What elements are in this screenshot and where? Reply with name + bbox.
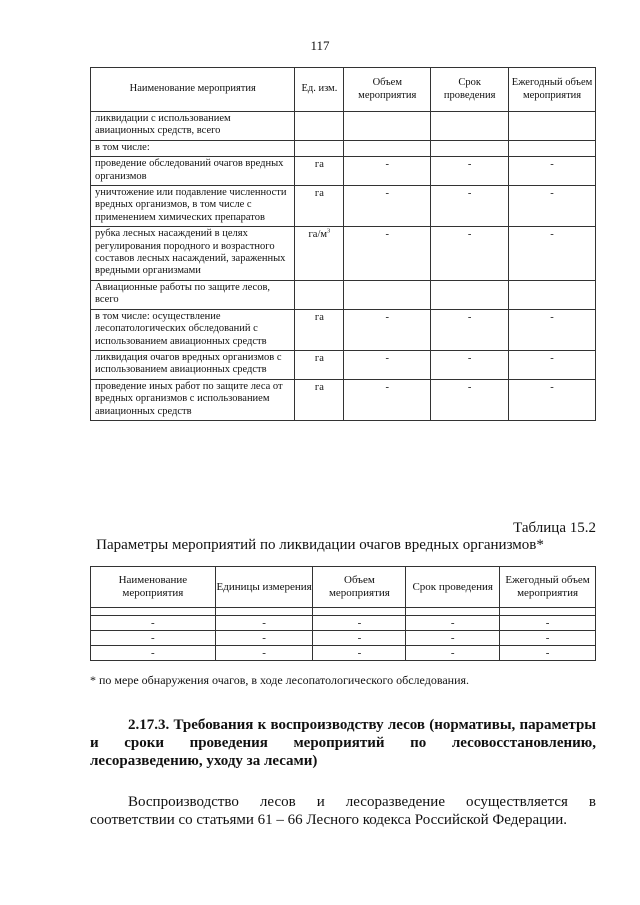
- row-name: ликвидация очагов вредных организмов с использованием авиационных средств: [91, 350, 295, 379]
- spacer-cell: [91, 608, 216, 616]
- row-term: -: [431, 227, 509, 281]
- row-name: проведение иных работ по защите леса от вредных организмов с использованием авиационных средств: [91, 379, 295, 420]
- table-row: [91, 350, 596, 379]
- measures-table-continued: [90, 67, 596, 421]
- header-term: Срок проведения: [431, 68, 509, 112]
- table-footnote: * по мере обнаружения очагов, в ходе лесопатологического обследования.: [90, 673, 470, 687]
- header-volume: Объем мероприятия: [313, 567, 406, 608]
- header-name: Наименование мероприятия: [91, 68, 295, 112]
- row-volume: -: [344, 227, 431, 281]
- row-volume: -: [344, 186, 431, 227]
- section-number: 2.17.3.: [128, 717, 170, 733]
- row-unit: га: [295, 157, 344, 186]
- header-name: Наименование мероприятия: [91, 567, 216, 608]
- table-row: [91, 379, 596, 420]
- row-volume: [344, 112, 431, 141]
- row-name: проведение обследований очагов вредных организмов: [91, 157, 295, 186]
- table-spacer-row: [91, 608, 596, 616]
- spacer-cell: [215, 608, 313, 616]
- cell: -: [313, 631, 406, 646]
- row-term: -: [431, 309, 509, 350]
- row-name: рубка лесных насаждений в целях регулирования породного и возрастного составов лесных насаждений, зараженных вредными организмами: [91, 227, 295, 281]
- row-term: [431, 280, 509, 309]
- spacer-cell: [500, 608, 596, 616]
- pest-elimination-table: [90, 566, 596, 661]
- table-row: [91, 227, 596, 281]
- cell: -: [215, 646, 313, 661]
- cell: -: [500, 616, 596, 631]
- header-volume: Объем мероприятия: [344, 68, 431, 112]
- cell: -: [215, 631, 313, 646]
- paragraph-text: Воспроизводство лесов и лесоразведение осуществляется в соответствии со статьями 61 – 66 Лесного кодекса Российской Федерации.: [90, 794, 596, 828]
- table-row: [91, 309, 596, 350]
- cell: -: [313, 616, 406, 631]
- row-term: -: [431, 157, 509, 186]
- row-unit: га: [295, 309, 344, 350]
- row-annual: -: [509, 379, 596, 420]
- row-unit: га: [295, 379, 344, 420]
- header-unit: Единицы измерения: [215, 567, 313, 608]
- table-header-row: [91, 68, 596, 112]
- row-annual: -: [509, 157, 596, 186]
- table-row: [91, 157, 596, 186]
- spacer-cell: [406, 608, 500, 616]
- section-heading: [90, 716, 596, 770]
- row-annual: -: [509, 186, 596, 227]
- row-unit: [295, 280, 344, 309]
- unit-superscript: 3: [327, 227, 331, 235]
- row-volume: [344, 140, 431, 156]
- row-annual: -: [509, 350, 596, 379]
- row-term: -: [431, 379, 509, 420]
- cell: -: [500, 646, 596, 661]
- row-volume: -: [344, 157, 431, 186]
- page-number: 117: [310, 38, 330, 53]
- row-annual: -: [509, 309, 596, 350]
- header-annual: Ежегодный объем мероприятия: [509, 68, 596, 112]
- row-unit: [295, 227, 344, 281]
- cell: -: [406, 631, 500, 646]
- row-name: ликвидации с использованием авиационных средств, всего: [91, 112, 295, 141]
- row-annual: [509, 140, 596, 156]
- body-paragraph: [90, 793, 596, 829]
- row-term: [431, 112, 509, 141]
- row-volume: -: [344, 309, 431, 350]
- table-number: Таблица 15.2: [513, 520, 596, 536]
- unit-text: га/м: [308, 229, 328, 241]
- row-term: -: [431, 186, 509, 227]
- row-volume: -: [344, 350, 431, 379]
- row-unit: га: [295, 350, 344, 379]
- table-row: [91, 112, 596, 141]
- header-unit: Ед. изм.: [295, 68, 344, 112]
- table-title: Параметры мероприятий по ликвидации очагов вредных организмов*: [96, 537, 544, 553]
- table-row: [91, 616, 596, 631]
- cell: -: [313, 646, 406, 661]
- row-term: [431, 140, 509, 156]
- cell: -: [215, 616, 313, 631]
- header-term: Срок проведения: [406, 567, 500, 608]
- paragraph-indent: [90, 794, 128, 810]
- cell: -: [91, 631, 216, 646]
- row-unit: га: [295, 186, 344, 227]
- row-term: -: [431, 350, 509, 379]
- table-row: [91, 186, 596, 227]
- table-header-row: [91, 567, 596, 608]
- row-name: в том числе:: [91, 140, 295, 156]
- row-volume: -: [344, 379, 431, 420]
- cell: -: [91, 616, 216, 631]
- row-annual: -: [509, 227, 596, 281]
- row-name: в том числе: осуществление лесопатологических обследований с использованием авиационных средств: [91, 309, 295, 350]
- spacer-cell: [313, 608, 406, 616]
- row-name: Авиационные работы по защите лесов, всего: [91, 280, 295, 309]
- cell: -: [91, 646, 216, 661]
- row-annual: [509, 112, 596, 141]
- row-unit: [295, 112, 344, 141]
- table-row: [91, 646, 596, 661]
- row-volume: [344, 280, 431, 309]
- cell: -: [406, 646, 500, 661]
- table-row: [91, 140, 596, 156]
- cell: -: [500, 631, 596, 646]
- table-row: [91, 280, 596, 309]
- table-row: [91, 631, 596, 646]
- row-annual: [509, 280, 596, 309]
- row-unit: [295, 140, 344, 156]
- section-title: Требования к воспроизводству лесов (нормативы, параметры и сроки проведения мероприятий по лесовосстановлению, лесоразведению, уходу за лесами): [90, 717, 596, 769]
- header-annual: Ежегодный объем мероприятия: [500, 567, 596, 608]
- row-name: уничтожение или подавление численности вредных организмов, в том числе с применением химических препаратов: [91, 186, 295, 227]
- cell: -: [406, 616, 500, 631]
